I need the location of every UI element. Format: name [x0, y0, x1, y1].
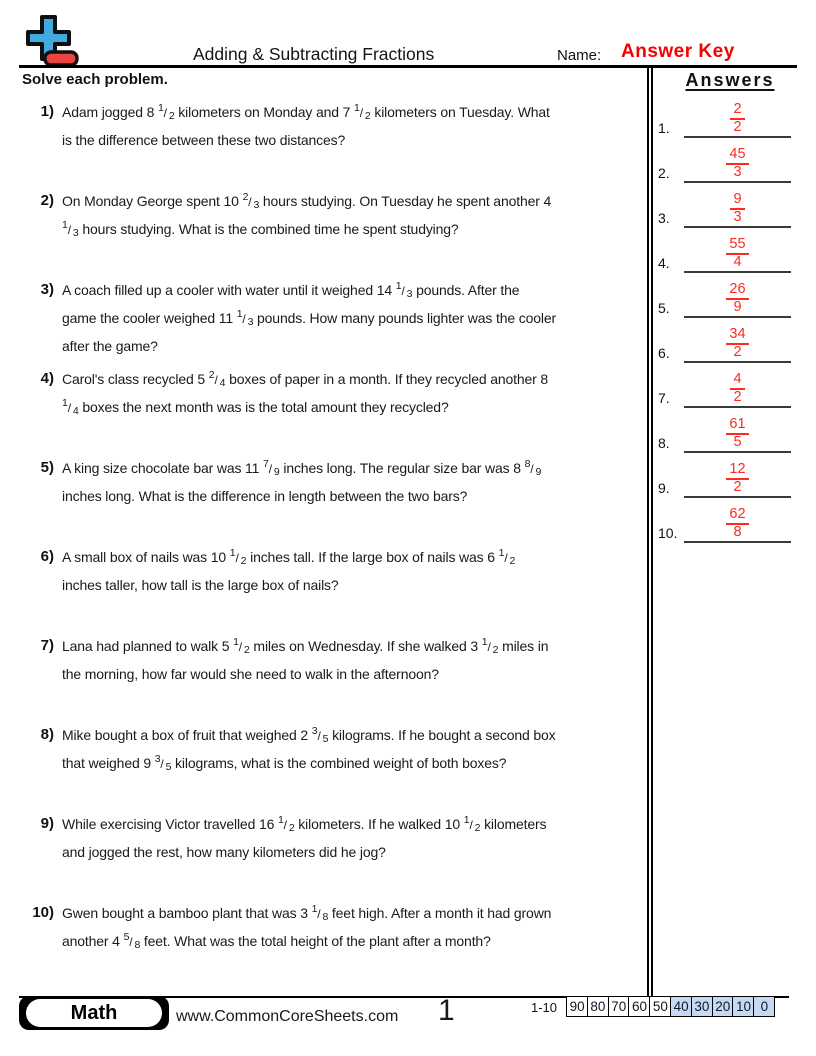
worksheet-title: Adding & Subtracting Fractions	[193, 44, 435, 64]
fraction-denominator: 2	[474, 822, 481, 834]
fraction-denominator: 3	[72, 227, 79, 239]
problem-item	[20, 811, 640, 900]
fraction-denominator: 2	[240, 555, 247, 567]
problem-text-segment: that weighed 9	[62, 755, 155, 771]
problem-text-segment: A coach filled up a cooler with water until it weighed 14	[62, 282, 396, 298]
fraction-numerator: 1	[354, 102, 360, 114]
answer-fraction	[684, 327, 791, 360]
fraction-numerator: 7	[263, 458, 269, 470]
answer-fraction-numerator: 9	[730, 192, 744, 210]
answer-fraction-numerator: 34	[726, 327, 748, 345]
answer-entry	[650, 187, 816, 232]
inline-fraction	[158, 104, 175, 120]
problem-item	[20, 900, 640, 989]
problem-text-segment: feet high. After a month it had grown	[328, 905, 552, 921]
answer-blank-line	[684, 451, 791, 453]
fraction-slash: /	[163, 106, 167, 120]
problem-text-segment: another 4	[62, 933, 124, 949]
answer-fraction	[684, 147, 791, 180]
problem-text-segment: kilometers	[480, 816, 547, 832]
problem-text	[62, 544, 640, 633]
fraction-slash: /	[67, 401, 71, 415]
problem-item	[20, 277, 640, 366]
fraction-slash: /	[283, 818, 287, 832]
answer-fraction-numerator: 2	[730, 102, 744, 120]
answer-number-label: 1.	[658, 120, 670, 136]
fraction-denominator: 8	[134, 939, 141, 951]
problem-text	[62, 366, 640, 455]
answer-fraction	[684, 237, 791, 270]
problem-number: 3)	[40, 281, 54, 298]
problem-text-segment: On Monday George spent 10	[62, 193, 243, 209]
inline-fraction	[124, 933, 141, 949]
answer-number-label: 7.	[658, 390, 670, 406]
inline-fraction	[62, 221, 79, 237]
answer-entry	[650, 142, 816, 187]
problem-item	[20, 99, 640, 188]
subject-badge-label: Math	[26, 999, 162, 1027]
inline-fraction	[396, 282, 413, 298]
answer-blank-line	[684, 406, 791, 408]
problem-number: 2)	[40, 192, 54, 209]
problem-number: 10)	[32, 904, 54, 921]
fraction-numerator: 1	[311, 903, 318, 915]
fraction-slash: /	[235, 551, 239, 565]
answer-entry	[650, 457, 816, 502]
fraction-denominator: 4	[219, 377, 226, 389]
answer-fraction-denominator: 2	[733, 344, 742, 360]
answer-fraction-denominator: 3	[733, 164, 742, 180]
answer-fraction	[684, 372, 791, 405]
problem-text-segment: Lana had planned to walk 5	[62, 638, 234, 654]
answer-blank-line	[684, 541, 791, 543]
inline-fraction	[209, 371, 226, 387]
answer-fraction	[684, 282, 791, 315]
problem-text-segment: game the cooler weighed 11	[62, 310, 237, 326]
instructions-text: Solve each problem.	[22, 71, 168, 88]
problem-item	[20, 366, 640, 455]
problem-text-segment: pounds. How many pounds lighter was the cooler	[253, 310, 556, 326]
problem-text-segment: kilometers. If he walked 10	[294, 816, 464, 832]
score-cell: 20	[712, 996, 734, 1017]
fraction-slash: /	[129, 935, 133, 949]
problem-text-segment: inches taller, how tall is the large box of nails?	[62, 577, 339, 593]
inline-fraction	[525, 460, 542, 476]
problem-text-segment: While exercising Victor travelled 16	[62, 816, 278, 832]
fraction-slash: /	[487, 640, 491, 654]
fraction-denominator: 2	[243, 644, 250, 656]
inline-fraction	[263, 460, 280, 476]
answer-fraction	[684, 192, 791, 225]
fraction-slash: /	[248, 195, 252, 209]
answer-fraction	[684, 102, 791, 135]
problem-text-segment: inches long. What is the difference in length between the two bars?	[62, 488, 468, 504]
problem-text	[62, 722, 640, 811]
answer-number-label: 8.	[658, 435, 670, 451]
page-number: 1	[438, 994, 455, 1027]
problem-item	[20, 633, 640, 722]
answer-fraction-numerator: 12	[726, 462, 748, 480]
score-cell: 10	[732, 996, 754, 1017]
score-range-label: 1-10	[531, 1000, 558, 1015]
score-cell: 90	[566, 996, 588, 1017]
plus-minus-icon	[21, 13, 79, 68]
fraction-numerator: 1	[229, 547, 236, 559]
problem-text-segment: miles on Wednesday. If she walked 3	[249, 638, 482, 654]
problem-number: 4)	[40, 370, 54, 387]
answer-fraction-denominator: 2	[733, 119, 742, 135]
fraction-numerator: 3	[311, 725, 318, 737]
answer-fraction	[684, 417, 791, 450]
answer-number-label: 4.	[658, 255, 670, 271]
fraction-numerator: 1	[236, 308, 243, 320]
answer-blank-line	[684, 316, 791, 318]
problem-text-segment: kilometers on Monday and 7	[174, 104, 355, 120]
answer-entry	[650, 97, 816, 142]
fraction-denominator: 9	[535, 466, 542, 478]
inline-fraction	[62, 399, 79, 415]
inline-fraction	[499, 549, 516, 565]
answer-blank-line	[684, 496, 791, 498]
fraction-numerator: 1	[395, 280, 402, 292]
problem-text-segment: kilometers on Tuesday. What	[370, 104, 550, 120]
inline-fraction	[482, 638, 499, 654]
score-cell: 40	[670, 996, 692, 1017]
problem-text	[62, 900, 640, 989]
fraction-numerator: 3	[154, 753, 161, 765]
fraction-denominator: 3	[253, 199, 260, 211]
fraction-slash: /	[268, 462, 272, 476]
problem-text-segment: hours studying. What is the combined time he spent studying?	[78, 221, 459, 237]
answer-fraction-numerator: 4	[730, 372, 744, 390]
inline-fraction	[230, 549, 247, 565]
answer-number-label: 3.	[658, 210, 670, 226]
score-cell: 50	[649, 996, 671, 1017]
problem-text-segment: A king size chocolate bar was 11	[62, 460, 264, 476]
fraction-denominator: 5	[322, 733, 329, 745]
fraction-slash: /	[504, 551, 508, 565]
fraction-numerator: 1	[481, 636, 488, 648]
fraction-slash: /	[317, 729, 321, 743]
subject-badge	[19, 996, 169, 1030]
score-cell: 70	[608, 996, 630, 1017]
score-strip-cells	[566, 996, 775, 1017]
answer-blank-line	[684, 361, 791, 363]
problem-text-segment: inches tall. If the large box of nails was 6	[246, 549, 499, 565]
problem-text-segment: inches long. The regular size bar was 8	[279, 460, 525, 476]
answer-blank-line	[684, 136, 791, 138]
fraction-slash: /	[242, 312, 246, 326]
answer-blank-line	[684, 181, 791, 183]
fraction-slash: /	[359, 106, 363, 120]
answer-fraction-denominator: 3	[733, 209, 742, 225]
answer-number-label: 10.	[658, 525, 678, 541]
answer-blank-line	[684, 271, 791, 273]
fraction-numerator: 1	[498, 547, 505, 559]
problem-item	[20, 455, 640, 544]
problem-text-segment: Adam jogged 8	[62, 104, 158, 120]
answers-list	[650, 97, 816, 547]
problem-item	[20, 188, 640, 277]
problem-text-segment: is the difference between these two distances?	[62, 132, 346, 148]
problem-text-segment: boxes the next month was is the total amount they recycled?	[78, 399, 449, 415]
problem-number: 8)	[40, 726, 54, 743]
answer-fraction-denominator: 2	[733, 479, 742, 495]
fraction-numerator: 5	[123, 931, 130, 943]
problem-text-segment: kilograms, what is the combined weight of both boxes?	[171, 755, 507, 771]
problem-text-segment: miles in	[498, 638, 549, 654]
problem-text-segment: after the game?	[62, 338, 158, 354]
problem-text-segment: pounds. After the	[412, 282, 520, 298]
fraction-denominator: 2	[288, 822, 295, 834]
problem-text-segment: boxes of paper in a month. If they recycled another 8	[225, 371, 549, 387]
inline-fraction	[278, 816, 295, 832]
fraction-denominator: 2	[364, 110, 371, 122]
fraction-numerator: 8	[524, 458, 531, 470]
answer-fraction-denominator: 2	[733, 389, 742, 405]
problem-number: 7)	[40, 637, 54, 654]
answer-entry	[650, 322, 816, 367]
answer-number-label: 9.	[658, 480, 670, 496]
problem-text-segment: the morning, how far would she need to walk in the afternoon?	[62, 666, 439, 682]
answer-key-name-value: Answer Key	[621, 41, 735, 62]
answer-blank-line	[684, 226, 791, 228]
fraction-denominator: 4	[72, 405, 79, 417]
answer-fraction-denominator: 8	[733, 524, 742, 540]
answer-fraction-numerator: 55	[726, 237, 748, 255]
answer-fraction	[684, 462, 791, 495]
answer-entry	[650, 277, 816, 322]
problem-item	[20, 722, 640, 811]
problem-text-segment: Carol's class recycled 5	[62, 371, 209, 387]
fraction-slash: /	[469, 818, 473, 832]
answer-fraction	[684, 507, 791, 540]
inline-fraction	[155, 755, 172, 771]
answer-number-label: 6.	[658, 345, 670, 361]
problem-text-segment: and jogged the rest, how many kilometers did he jog?	[62, 844, 386, 860]
answer-entry	[650, 367, 816, 412]
fraction-numerator: 1	[233, 636, 239, 648]
fraction-slash: /	[214, 373, 218, 387]
answer-entry	[650, 232, 816, 277]
score-cell: 30	[691, 996, 713, 1017]
fraction-numerator: 1	[463, 814, 470, 826]
fraction-slash: /	[401, 284, 405, 298]
fraction-slash: /	[67, 223, 71, 237]
problem-number: 9)	[40, 815, 54, 832]
fraction-slash: /	[317, 907, 321, 921]
answer-entry	[650, 412, 816, 457]
problem-text-segment: kilograms. If he bought a second box	[328, 727, 556, 743]
answer-fraction-numerator: 26	[726, 282, 748, 300]
problem-number: 1)	[40, 103, 54, 120]
fraction-denominator: 3	[247, 316, 254, 328]
fraction-numerator: 1	[277, 814, 284, 826]
inline-fraction	[312, 905, 329, 921]
problem-text	[62, 99, 640, 188]
problem-number: 5)	[40, 459, 54, 476]
answer-fraction-numerator: 62	[726, 507, 748, 525]
problem-item	[20, 544, 640, 633]
inline-fraction	[243, 193, 260, 209]
name-label: Name:	[557, 47, 602, 64]
problems-list	[20, 99, 640, 989]
fraction-denominator: 2	[492, 644, 499, 656]
answer-fraction-denominator: 9	[733, 299, 742, 315]
score-cell: 80	[587, 996, 609, 1017]
fraction-denominator: 2	[168, 110, 175, 122]
fraction-slash: /	[238, 640, 242, 654]
problem-text-segment: A small box of nails was 10	[62, 549, 230, 565]
answers-heading: Answers	[685, 70, 775, 90]
website-url: www.CommonCoreSheets.com	[176, 1008, 399, 1025]
answer-fraction-numerator: 61	[726, 417, 748, 435]
score-cell: 0	[753, 996, 775, 1017]
answer-fraction-denominator: 4	[733, 254, 742, 270]
problem-number: 6)	[40, 548, 54, 565]
problem-text-segment: Mike bought a box of fruit that weighed 2	[62, 727, 312, 743]
answer-fraction-numerator: 45	[726, 147, 748, 165]
fraction-denominator: 3	[406, 288, 413, 300]
answer-fraction-denominator: 5	[733, 434, 742, 450]
problem-text	[62, 277, 640, 366]
fraction-denominator: 5	[165, 761, 172, 773]
problem-text-segment: feet. What was the total height of the plant after a month?	[140, 933, 491, 949]
fraction-denominator: 2	[509, 555, 516, 567]
fraction-numerator: 1	[62, 397, 68, 409]
problem-text-segment: hours studying. On Tuesday he spent another 4	[259, 193, 552, 209]
problem-text-segment: Gwen bought a bamboo plant that was 3	[62, 905, 312, 921]
inline-fraction	[233, 638, 250, 654]
inline-fraction	[354, 104, 371, 120]
fraction-slash: /	[530, 462, 534, 476]
inline-fraction	[464, 816, 481, 832]
problem-text	[62, 455, 640, 544]
problem-text	[62, 633, 640, 722]
fraction-numerator: 2	[242, 191, 249, 203]
fraction-denominator: 9	[273, 466, 280, 478]
fraction-numerator: 2	[208, 369, 215, 381]
inline-fraction	[237, 310, 254, 326]
answer-number-label: 5.	[658, 300, 670, 316]
problem-text	[62, 188, 640, 277]
inline-fraction	[312, 727, 329, 743]
fraction-numerator: 1	[62, 219, 68, 231]
fraction-numerator: 1	[157, 102, 164, 114]
fraction-denominator: 8	[322, 911, 329, 923]
score-cell: 60	[628, 996, 650, 1017]
problem-text	[62, 811, 640, 900]
header-divider-line	[19, 65, 797, 68]
answer-entry	[650, 502, 816, 547]
fraction-slash: /	[160, 757, 164, 771]
answer-number-label: 2.	[658, 165, 670, 181]
